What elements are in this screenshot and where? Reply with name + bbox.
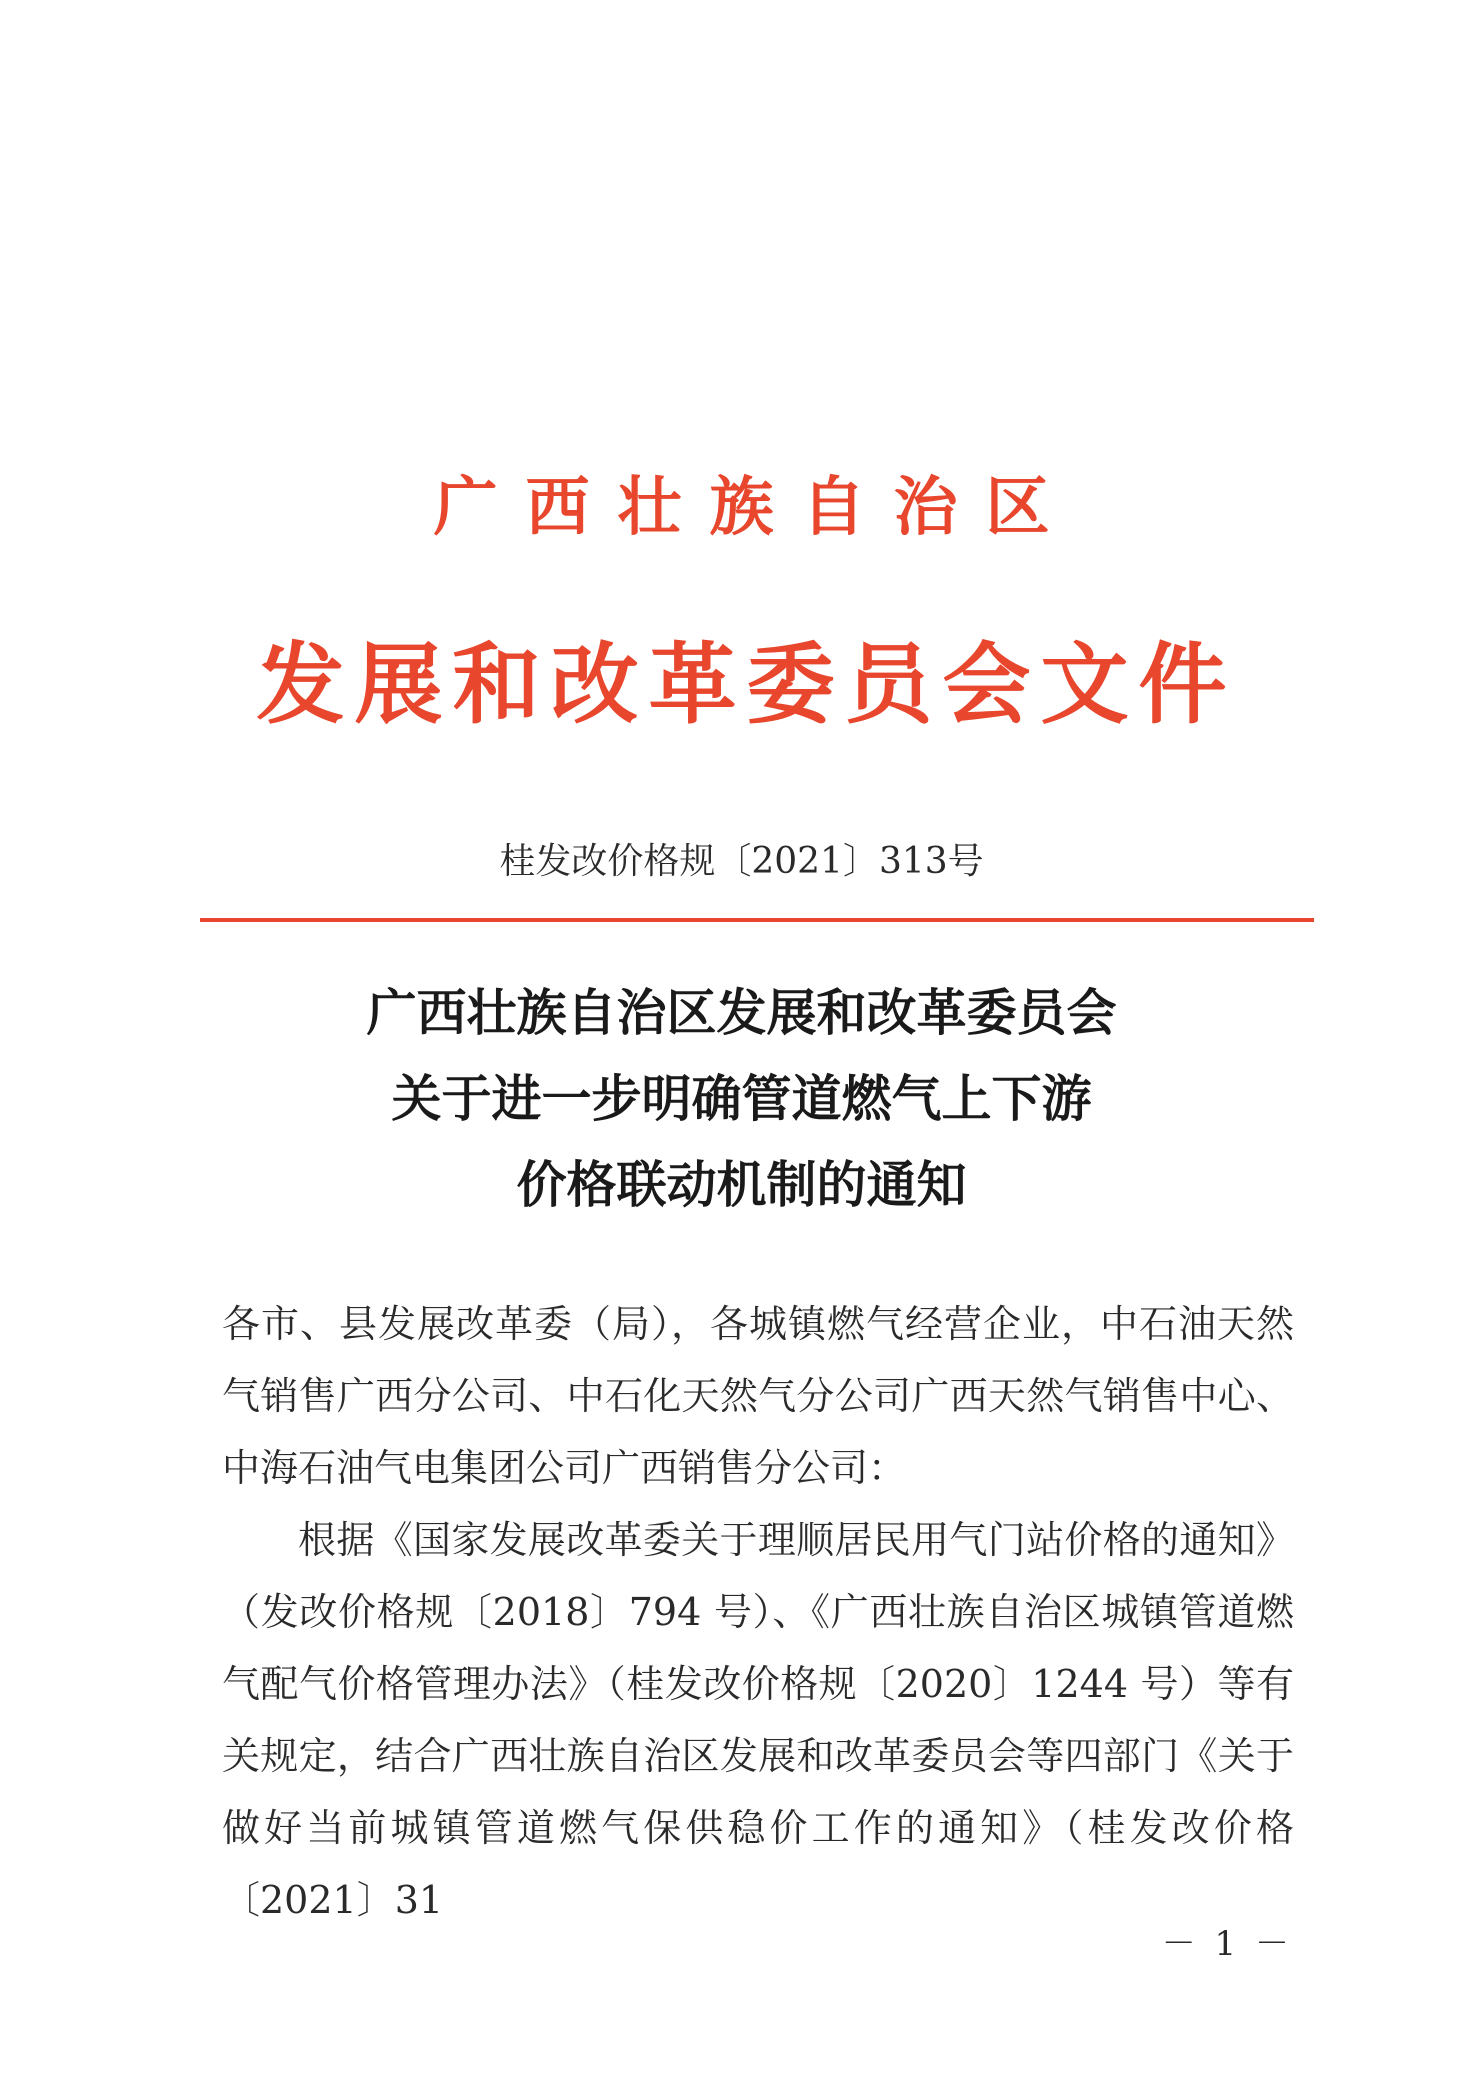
document-title: [0, 970, 1483, 1228]
document-body: [222, 1288, 1294, 1936]
title-line-1: 广西壮族自治区发展和改革委员会: [366, 983, 1117, 1042]
title-line-2: 关于进一步明确管道燃气上下游: [391, 1069, 1092, 1128]
red-separator-line: [200, 918, 1314, 922]
issuer-name: 广西壮族自治区: [433, 470, 1078, 545]
page-number: － 1 －: [1161, 1924, 1293, 1964]
document-header: 发展和改革委员会文件: [256, 632, 1237, 736]
recipients-paragraph: 各市、县发展改革委（局），各城镇燃气经营企业，中石油天然气销售广西分公司、中石化天然气分公司广西天然气销售中心、中海石油气电集团公司广西销售分公司：: [222, 1302, 1294, 1490]
title-line-3: 价格联动机制的通知: [516, 1155, 967, 1214]
document-number: 桂发改价格规〔2021〕313号: [499, 841, 984, 882]
body-paragraph-1: 根据《国家发展改革委关于理顺居民用气门站价格的通知》（发改价格规〔2018〕794 号）、《广西壮族自治区城镇管道燃气配气价格管理办法》（桂发改价格规〔2020〕1244 号）等有关规定，结合广西壮族自治区发展和改革委员会等四部门《关于做好当前城镇管道燃气保供稳价工作的通知》（桂发改价格〔2021〕31: [222, 1518, 1294, 1922]
